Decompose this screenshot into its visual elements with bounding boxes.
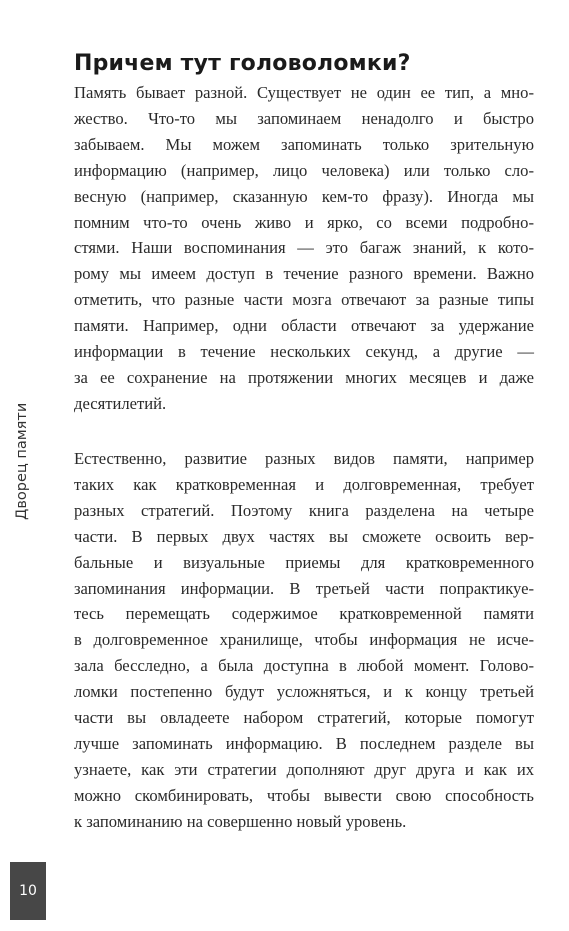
- text-line: части. В первых двух частях вы сможете освоить вер-: [74, 526, 534, 546]
- text-line: таких как кратковременная и долговременная, требует: [74, 474, 534, 494]
- text-line: забываем. Мы можем запоминать только зрительную: [74, 134, 534, 154]
- text-line: информацию (например, лицо человека) или только сло-: [74, 160, 534, 180]
- text-line: отметить, что разные части мозга отвечают за разные типы: [74, 290, 534, 310]
- running-book-title: Дворец памяти: [14, 402, 30, 520]
- text-line: узнаете, как эти стратегии дополняют друг друга и как их: [74, 759, 534, 779]
- text-line: весную (например, сказанную кем-то фразу). Иногда мы: [74, 186, 534, 206]
- text-line: Естественно, развитие разных видов памяти, например: [74, 449, 534, 468]
- text-line: лучше запоминать информацию. В последнем разделе вы: [74, 733, 534, 753]
- section-heading: Причем тут головоломки?: [74, 51, 411, 76]
- text-line: зала бесследно, а была доступна в любой момент. Голово-: [74, 656, 534, 676]
- text-line: части вы овладеете набором стратегий, которые помогут: [74, 708, 534, 728]
- text-line: в долговременное хранилище, чтобы информация не исче-: [74, 630, 534, 650]
- text-line: за ее сохранение на протяжении многих месяцев и даже: [74, 367, 534, 387]
- page-number-tab: [10, 862, 46, 920]
- text-line: к запоминанию на совершенно новый уровень.: [74, 811, 407, 831]
- paragraph-2: [74, 446, 534, 835]
- text-line: стями. Наши воспоминания — это багаж знаний, к кото-: [74, 238, 534, 258]
- text-line: жество. Что-то мы запоминаем ненадолго и быстро: [74, 108, 534, 128]
- page-number: 10: [19, 883, 37, 899]
- paragraph-1: [74, 80, 534, 417]
- text-line: информации в течение нескольких секунд, а другие —: [74, 342, 534, 362]
- text-line: можно скомбинировать, чтобы вывести свою способность: [74, 785, 534, 805]
- text-line: ломки постепенно будут усложняться, и к концу третьей: [74, 682, 534, 702]
- text-line: памяти. Например, одни области отвечают за удержание: [74, 316, 534, 336]
- text-line: помним что-то очень живо и ярко, со всеми подробно-: [74, 212, 534, 232]
- text-line: разных стратегий. Поэтому книга разделена на четыре: [74, 500, 534, 520]
- text-line: бальные и визуальные приемы для кратковременного: [74, 552, 534, 572]
- text-line: запоминания информации. В третьей части попрактикуе-: [74, 578, 534, 598]
- text-line: рому мы имеем доступ в течение разного времени. Важно: [74, 264, 534, 284]
- text-line: десятилетий.: [74, 393, 167, 413]
- text-line: тесь перемещать содержимое кратковременной памяти: [74, 604, 534, 624]
- text-line: Память бывает разной. Существует не один ее тип, а мно-: [74, 83, 534, 102]
